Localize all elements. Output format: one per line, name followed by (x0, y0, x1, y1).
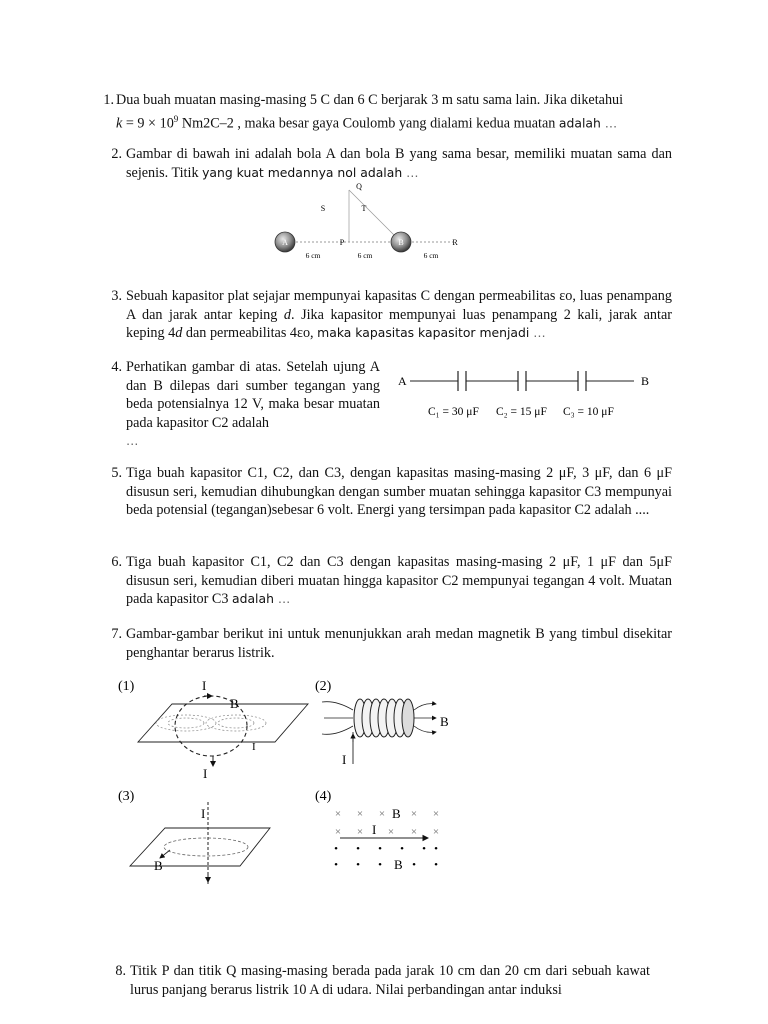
cross-symbol: × (334, 808, 342, 820)
field-line (164, 838, 248, 856)
c1-value: C₁ = 30 μF (428, 406, 479, 418)
field-label: B (394, 857, 403, 872)
current-label: I (342, 752, 347, 767)
label-t: T (361, 204, 367, 213)
line-q-to-b (349, 190, 401, 242)
question-number: 2. (111, 146, 122, 162)
question-text: Sebuah kapasitor plat sejajar mempunyai kapasitas C dengan permeabilitas εo, luas penampang A dan jarak antar keping d. Jika kapasitor mempunyai luas penampang 2 kali, jarak antar keping 4d dan permeabilitas 4εo, maka kapasitas kapasitor menjadi … (126, 288, 672, 341)
panel-4 (315, 789, 439, 872)
question-number: 4. (111, 359, 122, 375)
dot-symbol: • (378, 843, 382, 855)
label-a: A (282, 238, 288, 247)
field-line (206, 715, 266, 731)
panel-3-label: (3) (118, 789, 135, 804)
cross-symbol: × (387, 826, 395, 838)
dot-symbol: • (378, 859, 382, 871)
question-text: Titik P dan titik Q masing-masing berada pada jarak 10 cm dan 20 cm dari sebuah kawat lurus panjang berarus listrik 10 A di udara. Nilai perbandingan antar induksi (130, 963, 650, 998)
field-line (414, 726, 436, 732)
field-line (168, 718, 204, 728)
distance-label: 6 cm (357, 251, 373, 260)
distance-label: 6 cm (305, 251, 321, 260)
question-text: Tiga buah kapasitor C1, C2 dan C3 dengan kapasitas masing-masing 2 μF, 1 μF dan 5μF disusun seri, kemudian diberi muatan hingga kapasitor C2 mempunyai tegangan 4 volt. Muatan pada kapasitor C3 adalah … (126, 554, 672, 607)
dot-symbol: • (356, 859, 360, 871)
dot-symbol: • (422, 843, 426, 855)
spheres-diagram (268, 178, 468, 264)
panel-3 (118, 789, 270, 884)
field-line (218, 718, 254, 728)
question-text: Tiga buah kapasitor C1, C2, dan C3, dengan kapasitas masing-masing 2 μF, 3 μF, dan 6 μF disusun seri, kemudian dihubungkan dengan sumber muatan sehingga kapasitor C3 mempunyai beda potensial (tegangan)sebesar 6 volt. Energi yang tersimpan pada kapasitor C2 adalah .... (126, 465, 672, 518)
label-q: Q (356, 182, 362, 191)
dot-symbol: • (434, 859, 438, 871)
dot-symbol: • (434, 843, 438, 855)
field-label: B (230, 696, 239, 711)
field-line (322, 726, 353, 734)
c3-value: C₃ = 10 μF (563, 406, 614, 418)
field-label: B (392, 806, 401, 821)
distance-label: 6 cm (423, 251, 439, 260)
c2-value: C₂ = 15 μF (496, 406, 547, 418)
field-label: B (154, 858, 163, 873)
dot-symbol: • (334, 859, 338, 871)
panel-2 (315, 679, 449, 767)
question-text: Gambar-gambar berikut ini untuk menunjukkan arah medan magnetik B yang timbul disekitar penghantar berarus listrik. (126, 626, 672, 661)
dot-symbol: • (412, 859, 416, 871)
magnetic-field-figures (110, 672, 470, 884)
question-number: 8. (115, 963, 126, 979)
solenoid-coil (402, 699, 414, 737)
plane (138, 704, 308, 742)
label-s: S (320, 204, 326, 213)
cross-symbol: × (410, 826, 418, 838)
capacitor-series-diagram (392, 366, 662, 424)
dot-symbol: • (334, 843, 338, 855)
plane (130, 828, 270, 866)
cross-symbol: × (356, 808, 364, 820)
terminal-a-label: A (398, 374, 407, 388)
current-label: I (201, 806, 206, 821)
question-number: 6. (111, 554, 122, 570)
cross-symbol: × (334, 826, 342, 838)
cross-symbol: × (432, 808, 440, 820)
panel-1-label: (1) (118, 679, 135, 694)
field-line (156, 715, 216, 731)
current-label: I (252, 741, 256, 753)
dot-symbol: • (356, 843, 360, 855)
question-text: Dua buah muatan masing-masing 5 C dan 6 C berjarak 3 m satu sama lain. Jika diketahui $k = 9 \times 10^9$ Nm2C–2 , maka besar gaya Coulomb yang dialami kedua muatan adalah … (116, 92, 624, 132)
terminal-b-label: B (641, 374, 650, 388)
panel-4-label: (4) (315, 789, 332, 804)
label-p: P (339, 238, 345, 247)
cross-symbol: × (410, 808, 418, 820)
dot-symbol: • (400, 843, 404, 855)
field-arrow (160, 850, 170, 858)
current-label: I (203, 766, 208, 781)
question-number: 3. (111, 288, 122, 304)
current-label: I (372, 822, 377, 837)
field-label: B (440, 714, 449, 729)
label-b: B (398, 238, 404, 247)
cross-symbol: × (378, 808, 386, 820)
question-number: 1. (103, 92, 114, 108)
field-line (322, 702, 353, 710)
field-line (414, 704, 436, 710)
cross-symbol: × (432, 826, 440, 838)
question-number: 5. (111, 465, 122, 481)
question-text: Perhatikan gambar di atas. Setelah ujung A dan B dilepas dari sumber tegangan yang beda potensialnya 12 V, maka besar muatan pada kapasitor C2 adalah … (126, 359, 380, 448)
cross-symbol: × (356, 826, 364, 838)
panel-2-label: (2) (315, 679, 332, 694)
label-r: R (452, 238, 458, 247)
question-text: Gambar di bawah ini adalah bola A dan bola B yang sama besar, memiliki muatan sama dan sejenis. Titik yang kuat medannya nol adalah … (126, 146, 672, 181)
question-number: 7. (111, 626, 122, 642)
current-label: I (202, 678, 207, 693)
panel-1 (118, 678, 308, 781)
